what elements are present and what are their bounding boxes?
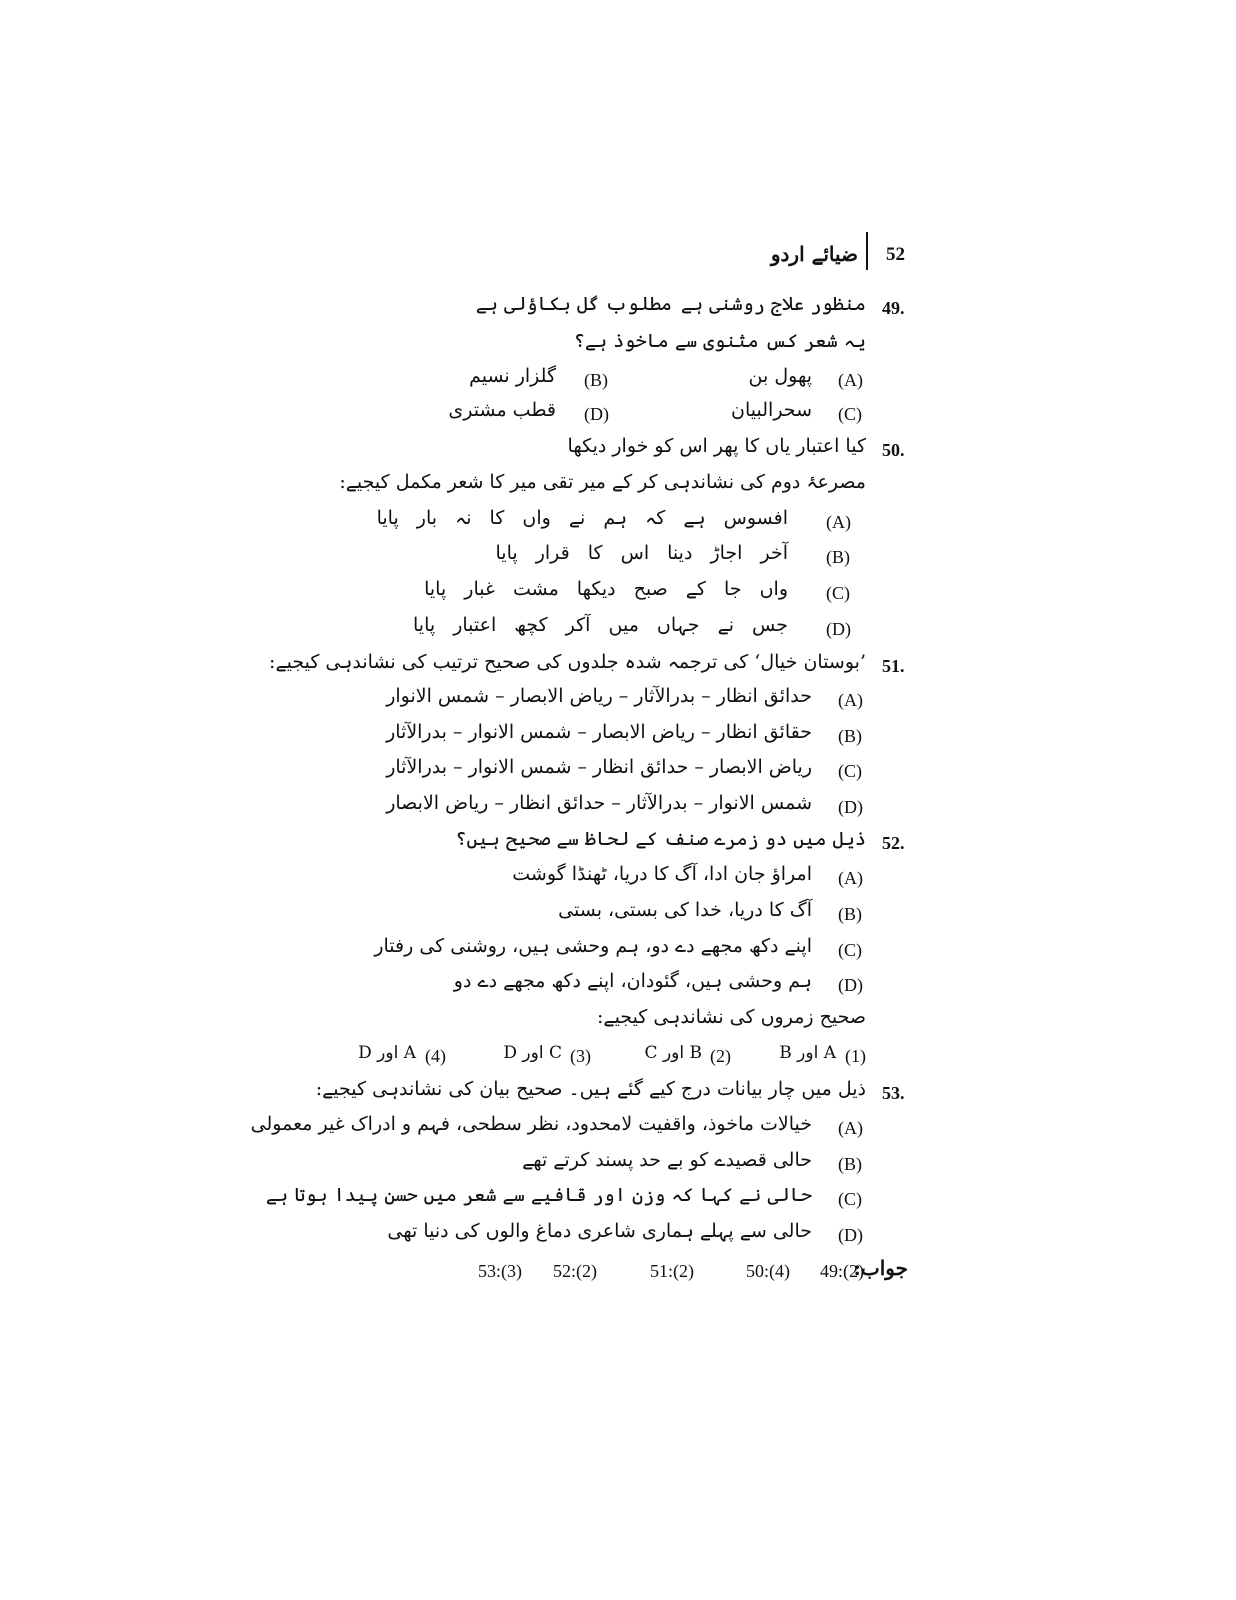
option-label: (C)	[826, 583, 850, 603]
option-52-d: ہم وحشی ہیں، گئودان، اپنے دکھ مجھے دے دو	[453, 970, 812, 992]
question-51-text: ’بوستان خیال‘ کی ترجمہ شدہ جلدوں کی صحیح ترتیب کی نشاندہی کیجیے:	[269, 651, 866, 673]
option-label: (B)	[838, 904, 862, 924]
option-label: (C)	[838, 1189, 862, 1209]
option-label: (B)	[838, 726, 862, 746]
question-number-50: 50.	[882, 440, 905, 460]
option-53-d: حالی سے پہلے ہماری شاعری دماغ والوں کی دنیا تھی	[387, 1220, 812, 1242]
choice-number: (3)	[570, 1046, 591, 1066]
option-label: (D)	[584, 404, 609, 424]
question-49-text: یہ شعر کس مثنوی سے ماخوذ ہے؟	[573, 330, 866, 352]
verse-49-left: مطلوب گل بکاؤلی ہے	[475, 293, 672, 315]
option-51-a: حدائق انظار – بدرالآثار – ریاض الابصار – شمس الانوار	[386, 685, 812, 707]
header-divider	[866, 232, 868, 270]
option-53-b: حالی قصیدے کو بے حد پسند کرتے تھے	[522, 1149, 812, 1171]
question-number-49: 49.	[882, 298, 905, 318]
option-label: (A)	[838, 370, 863, 390]
option-50-c: واں جا کے صبح دیکھا مشت غبار پایا	[424, 578, 788, 600]
instruction-52: صحیح زمروں کی نشاندہی کیجیے:	[597, 1006, 866, 1028]
choice-4: A اور D	[358, 1043, 416, 1063]
answer-item: 50:(4)	[746, 1261, 790, 1281]
answers-label: جواب:	[853, 1256, 908, 1280]
option-label: (C)	[838, 940, 862, 960]
option-51-d: شمس الانوار – بدرالآثار – حدائق انظار – ریاض الابصار	[386, 792, 812, 814]
question-number-51: 51.	[882, 656, 905, 676]
option-53-a: خیالات ماخوذ، واقفیت لامحدود، نظر سطحی، فہم و ادراک غیر معمولی	[250, 1113, 812, 1135]
option-label: (B)	[584, 370, 608, 390]
answer-item: 51:(2)	[650, 1261, 694, 1281]
answer-item: 52:(2)	[553, 1261, 597, 1281]
option-50-b: آخر اجاڑ دینا اس کا قرار پایا	[495, 542, 788, 564]
option-49-b: گلزار نسیم	[469, 365, 556, 387]
option-label: (D)	[838, 1225, 863, 1245]
choice-number: (1)	[845, 1046, 866, 1066]
option-label: (A)	[838, 868, 863, 888]
option-51-b: حقائق انظار – ریاض الابصار – شمس الانوار – بدرالآثار	[386, 721, 812, 743]
option-label: (A)	[826, 512, 851, 532]
option-52-b: آگ کا دریا، خدا کی بستی، بستی	[558, 899, 812, 921]
option-label: (B)	[826, 547, 850, 567]
option-49-d: قطب مشتری	[448, 399, 556, 421]
option-52-a: امراؤ جان ادا، آگ کا دریا، ٹھنڈا گوشت	[512, 863, 812, 885]
book-title: ضیائے اردو	[770, 242, 858, 266]
option-52-c: اپنے دکھ مجھے دے دو، ہم وحشی ہیں، روشنی کی رفتار	[374, 935, 812, 957]
question-53-text: ذیل میں چار بیانات درج کیے گئے ہیں۔ صحیح بیان کی نشاندہی کیجیے:	[315, 1078, 866, 1100]
choice-2: B اور C	[644, 1043, 702, 1063]
answer-item: 53:(3)	[478, 1261, 522, 1281]
option-label: (D)	[838, 797, 863, 817]
option-label: (C)	[838, 404, 862, 424]
option-label: (B)	[838, 1154, 862, 1174]
choice-1: A اور B	[779, 1043, 836, 1063]
option-53-c: حالی نے کہا کہ وزن اور قافیے سے شعر میں حسن پیدا ہوتا ہے	[265, 1184, 812, 1206]
question-52-text: ذیل میں دو زمرے صنف کے لحاظ سے صحیح ہیں؟	[455, 828, 866, 850]
page-number: 52	[886, 244, 905, 265]
option-label: (D)	[838, 975, 863, 995]
choice-number: (2)	[710, 1046, 731, 1066]
question-number-53: 53.	[882, 1083, 905, 1103]
answer-item: 49:(2)	[820, 1261, 864, 1281]
question-number-52: 52.	[882, 833, 905, 853]
option-50-a: افسوس ہے کہ ہم نے واں کا نہ بار پایا	[376, 507, 788, 529]
option-label: (A)	[838, 1118, 863, 1138]
choice-number: (4)	[425, 1046, 446, 1066]
option-51-c: ریاض الابصار – حدائق انظار – شمس الانوار – بدرالآثار	[386, 756, 812, 778]
option-label: (C)	[838, 761, 862, 781]
choice-3: C اور D	[503, 1043, 562, 1063]
option-49-a: پھول بن	[748, 365, 812, 387]
option-50-d: جس نے جہاں میں آکر کچھ اعتبار پایا	[413, 614, 788, 636]
option-label: (A)	[838, 690, 863, 710]
option-49-c: سحرالبیان	[731, 399, 812, 421]
verse-49-right: منظور علاج روشنی ہے	[680, 293, 866, 315]
question-50-text: مصرعۂ دوم کی نشاندہی کر کے میر تقی میر کا شعر مکمل کیجیے:	[339, 471, 866, 493]
verse-50: کیا اعتبار یاں کا پھر اس کو خوار دیکھا	[567, 435, 866, 457]
option-label: (D)	[826, 619, 851, 639]
